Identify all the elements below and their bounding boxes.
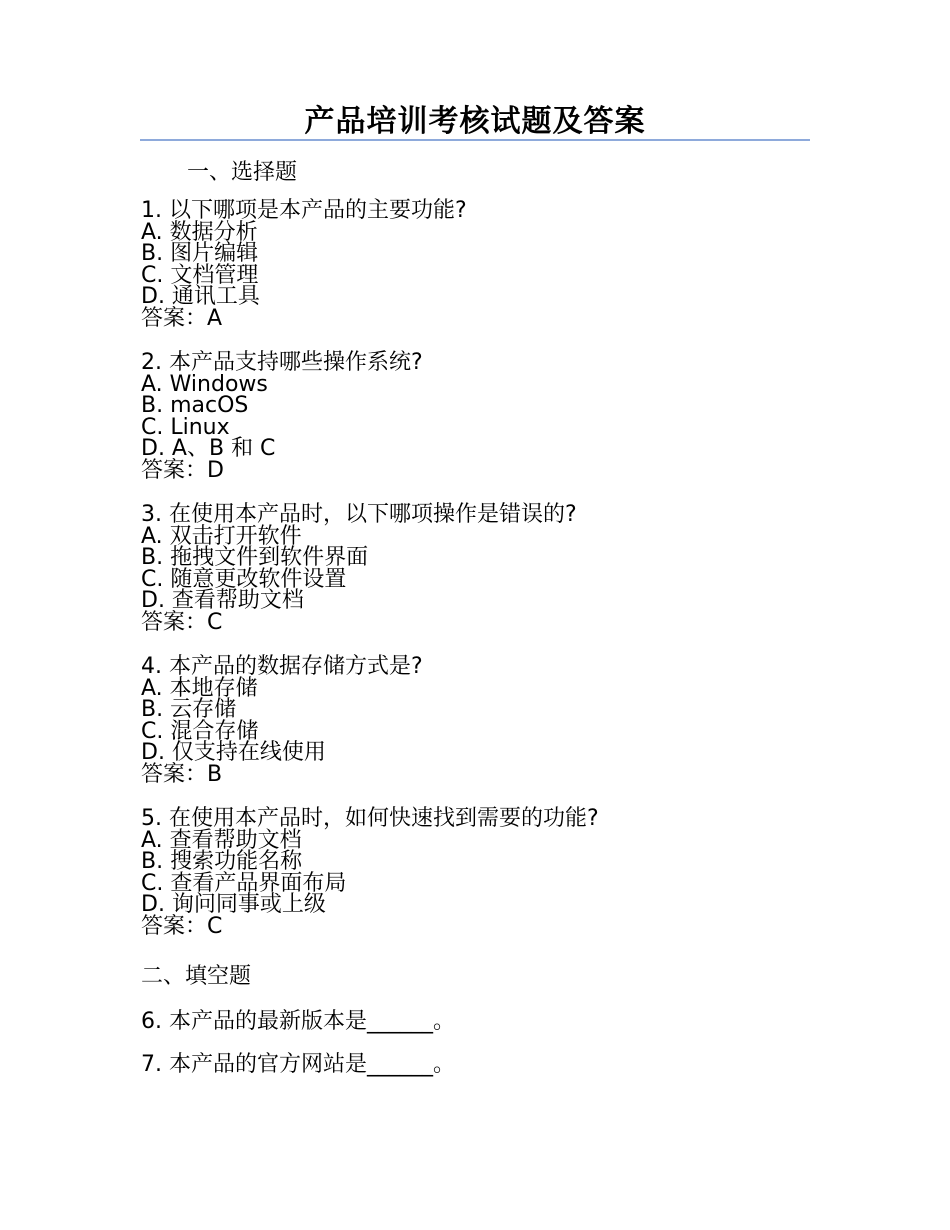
option-c: C. 查看产品界面布局 xyxy=(141,870,347,896)
answer-line: 答案：D xyxy=(141,457,224,483)
section-heading-choice: 一、选择题 xyxy=(187,160,298,185)
question-stem: 3. 在使用本产品时，以下哪项操作是错误的? xyxy=(141,502,577,527)
section-heading-fill: 二、填空题 xyxy=(141,964,252,989)
question-5 xyxy=(141,808,841,960)
option-b: B. 云存储 xyxy=(141,697,237,722)
option-b: B. 拖拽文件到软件界面 xyxy=(141,545,369,570)
option-c: C. 混合存储 xyxy=(141,718,259,744)
question-stem: 4. 本产品的数据存储方式是? xyxy=(141,654,423,679)
option-d: D. 询问同事或上级 xyxy=(141,892,326,917)
option-b: B. macOS xyxy=(141,393,249,418)
option-a: A. 数据分析 xyxy=(141,219,258,245)
question-1 xyxy=(141,200,841,352)
question-list xyxy=(141,200,841,960)
option-a: A. 查看帮助文档 xyxy=(141,827,302,853)
title-underline xyxy=(140,139,810,141)
answer-line: 答案：B xyxy=(141,761,223,787)
option-d: D. A、B 和 C xyxy=(141,436,276,461)
option-b: B. 图片编辑 xyxy=(141,241,259,266)
question-4 xyxy=(141,656,841,808)
option-b: B. 搜索功能名称 xyxy=(141,849,303,874)
option-d: D. 仅支持在线使用 xyxy=(141,740,326,765)
answer-line: 答案：C xyxy=(141,913,223,939)
document-title: 产品培训考核试题及答案 xyxy=(304,104,646,139)
question-stem: 2. 本产品支持哪些操作系统? xyxy=(141,350,423,375)
fill-blank-question-7: 7. 本产品的官方网站是______。 xyxy=(141,1052,455,1077)
option-a: A. Windows xyxy=(141,371,268,397)
answer-line: 答案：C xyxy=(141,609,223,635)
question-2 xyxy=(141,352,841,504)
option-c: C. 随意更改软件设置 xyxy=(141,566,347,592)
answer-line: 答案：A xyxy=(141,305,223,331)
fill-blank-question-6: 6. 本产品的最新版本是______。 xyxy=(141,1009,455,1034)
question-3 xyxy=(141,504,841,656)
option-c: C. 文档管理 xyxy=(141,262,259,288)
question-stem: 1. 以下哪项是本产品的主要功能? xyxy=(141,198,467,223)
option-a: A. 双击打开软件 xyxy=(141,523,302,549)
option-d: D. 通讯工具 xyxy=(141,284,260,309)
option-c: C. Linux xyxy=(141,414,230,440)
option-a: A. 本地存储 xyxy=(141,675,258,701)
question-stem: 5. 在使用本产品时，如何快速找到需要的功能? xyxy=(141,806,599,831)
option-d: D. 查看帮助文档 xyxy=(141,588,304,613)
